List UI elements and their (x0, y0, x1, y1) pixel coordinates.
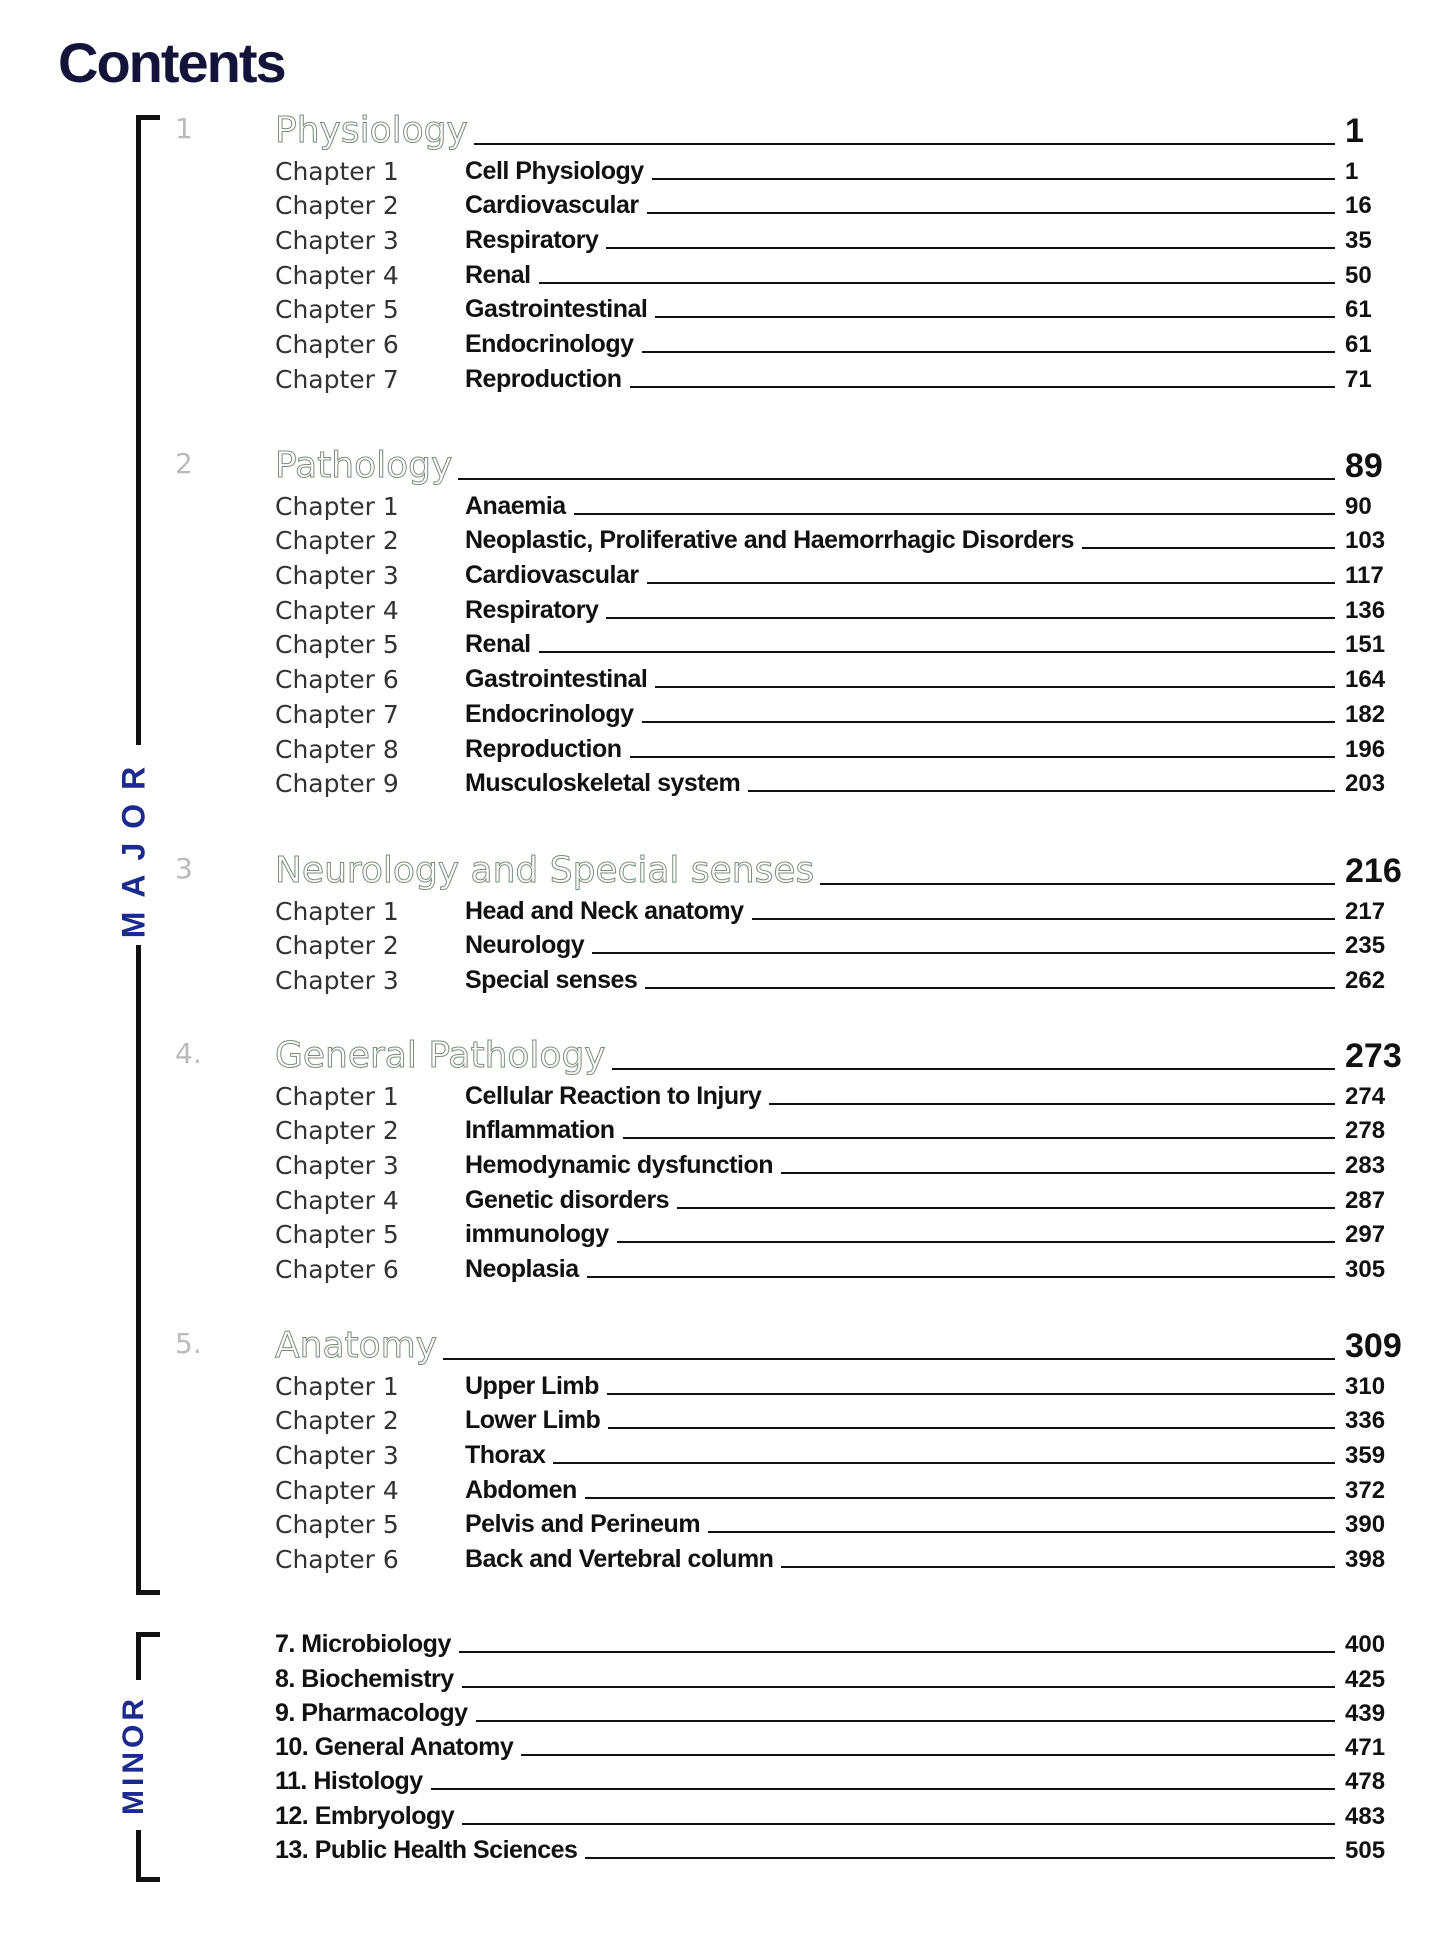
section-number: 5. (175, 1327, 202, 1360)
chapter-page: 103 (1345, 527, 1386, 555)
chapter-title: Renal (465, 630, 531, 659)
section-title: General Pathology (275, 1035, 606, 1076)
chapter-page: 390 (1345, 1511, 1386, 1539)
minor-subject-title: 7. Microbiology (275, 1630, 451, 1659)
chapter-page: 196 (1345, 735, 1386, 763)
leader-line (606, 247, 1335, 249)
chapter-page: 287 (1345, 1186, 1386, 1214)
chapter-page: 1 (1345, 157, 1359, 185)
section-title: Anatomy (275, 1325, 438, 1366)
chapter-row[interactable] (175, 359, 1405, 394)
leader-line (539, 651, 1335, 653)
chapter-label: Chapter 4 (275, 1475, 399, 1505)
chapter-page: 359 (1345, 1442, 1386, 1470)
chapter-page: 310 (1345, 1372, 1386, 1400)
chapter-page: 283 (1345, 1152, 1386, 1180)
chapter-page: 16 (1345, 192, 1372, 220)
leader-line (607, 1393, 1335, 1395)
section-page: 1 (1345, 112, 1364, 150)
chapter-title: Neurology (465, 931, 585, 960)
leader-line (642, 351, 1336, 353)
leader-line (752, 918, 1336, 920)
chapter-title: Cardiovascular (465, 561, 639, 590)
minor-subject-page: 478 (1345, 1768, 1386, 1796)
chapter-title: Cellular Reaction to Injury (465, 1081, 762, 1110)
chapter-title: Respiratory (465, 595, 599, 624)
chapter-label: Chapter 5 (275, 1220, 399, 1250)
leader-line (587, 1276, 1335, 1278)
chapter-row[interactable] (175, 186, 1405, 221)
section-heading[interactable] (175, 105, 1405, 151)
chapter-title: Neoplasia (465, 1255, 579, 1284)
chapter-label: Chapter 5 (275, 295, 399, 325)
section-heading[interactable] (175, 440, 1405, 486)
leader-line (459, 1651, 1335, 1653)
chapter-page: 182 (1345, 700, 1386, 728)
chapter-label: Chapter 6 (275, 1255, 399, 1285)
chapter-title: Reproduction (465, 364, 622, 393)
leader-line (655, 686, 1335, 688)
chapter-label: Chapter 5 (275, 630, 399, 660)
section-page: 273 (1345, 1037, 1402, 1075)
chapter-page: 305 (1345, 1256, 1386, 1284)
chapter-title: Back and Vertebral column (465, 1545, 774, 1574)
chapter-title: Inflammation (465, 1116, 615, 1145)
section-number: 4. (175, 1037, 202, 1070)
chapter-label: Chapter 2 (275, 526, 399, 556)
chapter-title: Renal (465, 260, 531, 289)
chapter-row[interactable] (175, 255, 1405, 290)
leader-line (652, 178, 1335, 180)
leader-line (647, 212, 1335, 214)
leader-line (647, 582, 1335, 584)
chapter-page: 117 (1345, 562, 1384, 590)
chapter-page: 35 (1345, 227, 1372, 255)
chapter-label: Chapter 1 (275, 1371, 399, 1401)
minor-subject-page: 505 (1345, 1837, 1386, 1865)
minor-subject-title: 11. Histology (275, 1767, 423, 1796)
chapter-row[interactable] (175, 1401, 1405, 1436)
chapter-label: Chapter 6 (275, 330, 399, 360)
chapter-label: Chapter 8 (275, 734, 399, 764)
chapter-title: Neoplastic, Proliferative and Haemorrhagic Disorders (465, 526, 1074, 555)
leader-line (476, 1720, 1335, 1722)
chapter-page: 61 (1345, 296, 1372, 324)
leader-line (574, 513, 1335, 515)
section-number: 1 (175, 112, 193, 145)
chapter-page: 278 (1345, 1117, 1386, 1145)
section-page: 309 (1345, 1327, 1402, 1365)
leader-line (553, 1462, 1335, 1464)
chapter-row[interactable] (175, 1249, 1405, 1284)
minor-subject-page: 483 (1345, 1802, 1386, 1830)
section-heading[interactable] (175, 1320, 1405, 1366)
chapter-page: 71 (1345, 365, 1372, 393)
minor-subject-title: 9. Pharmacology (275, 1698, 468, 1727)
chapter-row[interactable] (175, 555, 1405, 590)
leader-line (612, 1068, 1335, 1070)
section-page: 216 (1345, 852, 1402, 890)
chapter-label: Chapter 1 (275, 491, 399, 521)
chapter-title: Lower Limb (465, 1406, 601, 1435)
minor-subject-title: 12. Embryology (275, 1801, 455, 1830)
chapter-row[interactable] (175, 1145, 1405, 1180)
chapter-row[interactable] (175, 324, 1405, 359)
leader-line (585, 1497, 1335, 1499)
chapter-label: Chapter 3 (275, 226, 399, 256)
chapter-page: 61 (1345, 331, 1372, 359)
minor-subject-row[interactable] (275, 1625, 1405, 1659)
chapter-row[interactable] (175, 1111, 1405, 1146)
chapter-label: Chapter 1 (275, 1081, 399, 1111)
chapter-row[interactable] (175, 290, 1405, 325)
chapter-title: Cell Physiology (465, 156, 644, 185)
section-page: 89 (1345, 447, 1383, 485)
minor-subject-row[interactable] (275, 1659, 1405, 1693)
leader-line (623, 1137, 1335, 1139)
chapter-page: 90 (1345, 492, 1372, 520)
chapter-title: Endocrinology (465, 699, 634, 728)
chapter-page: 203 (1345, 770, 1386, 798)
chapter-row[interactable] (175, 220, 1405, 255)
minor-label: MINOR (104, 1680, 164, 1830)
chapter-page: 336 (1345, 1407, 1386, 1435)
chapter-title: Thorax (465, 1441, 546, 1470)
chapter-row[interactable] (175, 659, 1405, 694)
chapter-label: Chapter 1 (275, 896, 399, 926)
chapter-page: 398 (1345, 1546, 1386, 1574)
leader-line (630, 386, 1336, 388)
chapter-title: immunology (465, 1220, 609, 1249)
chapter-row[interactable] (175, 729, 1405, 764)
chapter-title: Reproduction (465, 734, 622, 763)
leader-line (521, 1754, 1335, 1756)
minor-subject-row[interactable] (275, 1762, 1405, 1796)
leader-line (748, 790, 1335, 792)
chapter-title: Anaemia (465, 491, 566, 520)
leader-line (474, 143, 1335, 145)
chapter-row[interactable] (175, 521, 1405, 556)
chapter-title: Respiratory (465, 226, 599, 255)
chapter-title: Genetic disorders (465, 1185, 670, 1214)
chapter-label: Chapter 2 (275, 1116, 399, 1146)
minor-subject-title: 13. Public Health Sciences (275, 1836, 578, 1865)
chapter-row[interactable] (175, 1505, 1405, 1540)
chapter-title: Gastrointestinal (465, 665, 648, 694)
chapter-label: Chapter 2 (275, 1406, 399, 1436)
chapter-title: Cardiovascular (465, 191, 639, 220)
chapter-label: Chapter 6 (275, 665, 399, 695)
leader-line (585, 1857, 1335, 1859)
leader-line (642, 721, 1336, 723)
section-title: Neurology and Special senses (275, 850, 815, 891)
chapter-row[interactable] (175, 1076, 1405, 1111)
minor-subject-row[interactable] (275, 1694, 1405, 1728)
leader-line (539, 282, 1335, 284)
section-number: 2 (175, 447, 193, 480)
minor-subject-row[interactable] (275, 1831, 1405, 1865)
leader-line (431, 1788, 1335, 1790)
minor-subject-title: 8. Biochemistry (275, 1664, 454, 1693)
chapter-row[interactable] (175, 1366, 1405, 1401)
chapter-row[interactable] (175, 1215, 1405, 1250)
chapter-label: Chapter 1 (275, 156, 399, 186)
toc-section (175, 1320, 1405, 1574)
chapter-label: Chapter 3 (275, 966, 399, 996)
minor-subject-page: 400 (1345, 1631, 1386, 1659)
leader-line (645, 987, 1335, 989)
chapter-title: Pelvis and Perineum (465, 1510, 701, 1539)
leader-line (617, 1241, 1335, 1243)
minor-subject-title: 10. General Anatomy (275, 1733, 514, 1762)
chapter-page: 50 (1345, 261, 1372, 289)
section-number: 3 (175, 852, 193, 885)
section-title: Physiology (275, 110, 468, 151)
chapter-title: Hemodynamic dysfunction (465, 1151, 773, 1180)
chapter-title: Head and Neck anatomy (465, 896, 744, 925)
leader-line (608, 1427, 1335, 1429)
toc-section (175, 105, 1405, 394)
leader-line (592, 952, 1335, 954)
chapter-row[interactable] (175, 590, 1405, 625)
chapter-page: 262 (1345, 967, 1386, 995)
chapter-label: Chapter 3 (275, 1151, 399, 1181)
leader-line (781, 1566, 1335, 1568)
chapter-label: Chapter 9 (275, 769, 399, 799)
chapter-label: Chapter 4 (275, 1185, 399, 1215)
chapter-title: Musculoskeletal system (465, 769, 741, 798)
chapter-row[interactable] (175, 891, 1405, 926)
chapter-title: Abdomen (465, 1475, 577, 1504)
chapter-label: Chapter 6 (275, 1545, 399, 1575)
chapter-label: Chapter 7 (275, 699, 399, 729)
chapter-page: 136 (1345, 596, 1386, 624)
leader-line (781, 1172, 1335, 1174)
leader-line (708, 1531, 1335, 1533)
page-title: Contents (58, 31, 285, 94)
chapter-page: 151 (1345, 631, 1386, 659)
leader-line (1082, 547, 1335, 549)
chapter-label: Chapter 3 (275, 561, 399, 591)
chapter-title: Endocrinology (465, 330, 634, 359)
chapter-row[interactable] (175, 764, 1405, 799)
chapter-page: 372 (1345, 1476, 1386, 1504)
section-title: Pathology (275, 445, 453, 486)
chapter-page: 235 (1345, 932, 1386, 960)
chapter-row[interactable] (175, 1470, 1405, 1505)
chapter-label: Chapter 4 (275, 595, 399, 625)
chapter-row[interactable] (175, 625, 1405, 660)
minor-subject-page: 425 (1345, 1665, 1386, 1693)
chapter-page: 217 (1345, 897, 1386, 925)
chapter-page: 274 (1345, 1082, 1386, 1110)
chapter-title: Gastrointestinal (465, 295, 648, 324)
minor-subject-row[interactable] (275, 1796, 1405, 1830)
chapter-label: Chapter 4 (275, 260, 399, 290)
major-label: MAJOR (104, 745, 164, 945)
leader-line (820, 883, 1335, 885)
chapter-label: Chapter 3 (275, 1441, 399, 1471)
minor-subject-page: 439 (1345, 1699, 1386, 1727)
leader-line (443, 1358, 1335, 1360)
minor-subjects-list (275, 1625, 1405, 1865)
chapter-row[interactable] (175, 486, 1405, 521)
chapter-row[interactable] (175, 151, 1405, 186)
leader-line (462, 1823, 1335, 1825)
chapter-label: Chapter 2 (275, 191, 399, 221)
leader-line (677, 1207, 1335, 1209)
section-heading[interactable] (175, 1030, 1405, 1076)
chapter-row[interactable] (175, 694, 1405, 729)
leader-line (458, 478, 1335, 480)
chapter-label: Chapter 5 (275, 1510, 399, 1540)
chapter-title: Special senses (465, 966, 638, 995)
section-heading[interactable] (175, 845, 1405, 891)
chapter-row[interactable] (175, 926, 1405, 961)
chapter-row[interactable] (175, 1539, 1405, 1574)
chapter-row[interactable] (175, 960, 1405, 995)
toc-section (175, 845, 1405, 995)
chapter-row[interactable] (175, 1180, 1405, 1215)
chapter-label: Chapter 2 (275, 931, 399, 961)
minor-subject-row[interactable] (275, 1728, 1405, 1762)
chapter-row[interactable] (175, 1435, 1405, 1470)
chapter-title: Upper Limb (465, 1371, 599, 1400)
minor-subject-page: 471 (1345, 1734, 1386, 1762)
chapter-page: 297 (1345, 1221, 1386, 1249)
leader-line (769, 1103, 1335, 1105)
chapter-label: Chapter 7 (275, 364, 399, 394)
toc-section (175, 1030, 1405, 1284)
leader-line (606, 617, 1335, 619)
chapter-page: 164 (1345, 666, 1386, 694)
toc-section (175, 440, 1405, 798)
leader-line (462, 1686, 1335, 1688)
leader-line (630, 756, 1336, 758)
leader-line (655, 316, 1335, 318)
